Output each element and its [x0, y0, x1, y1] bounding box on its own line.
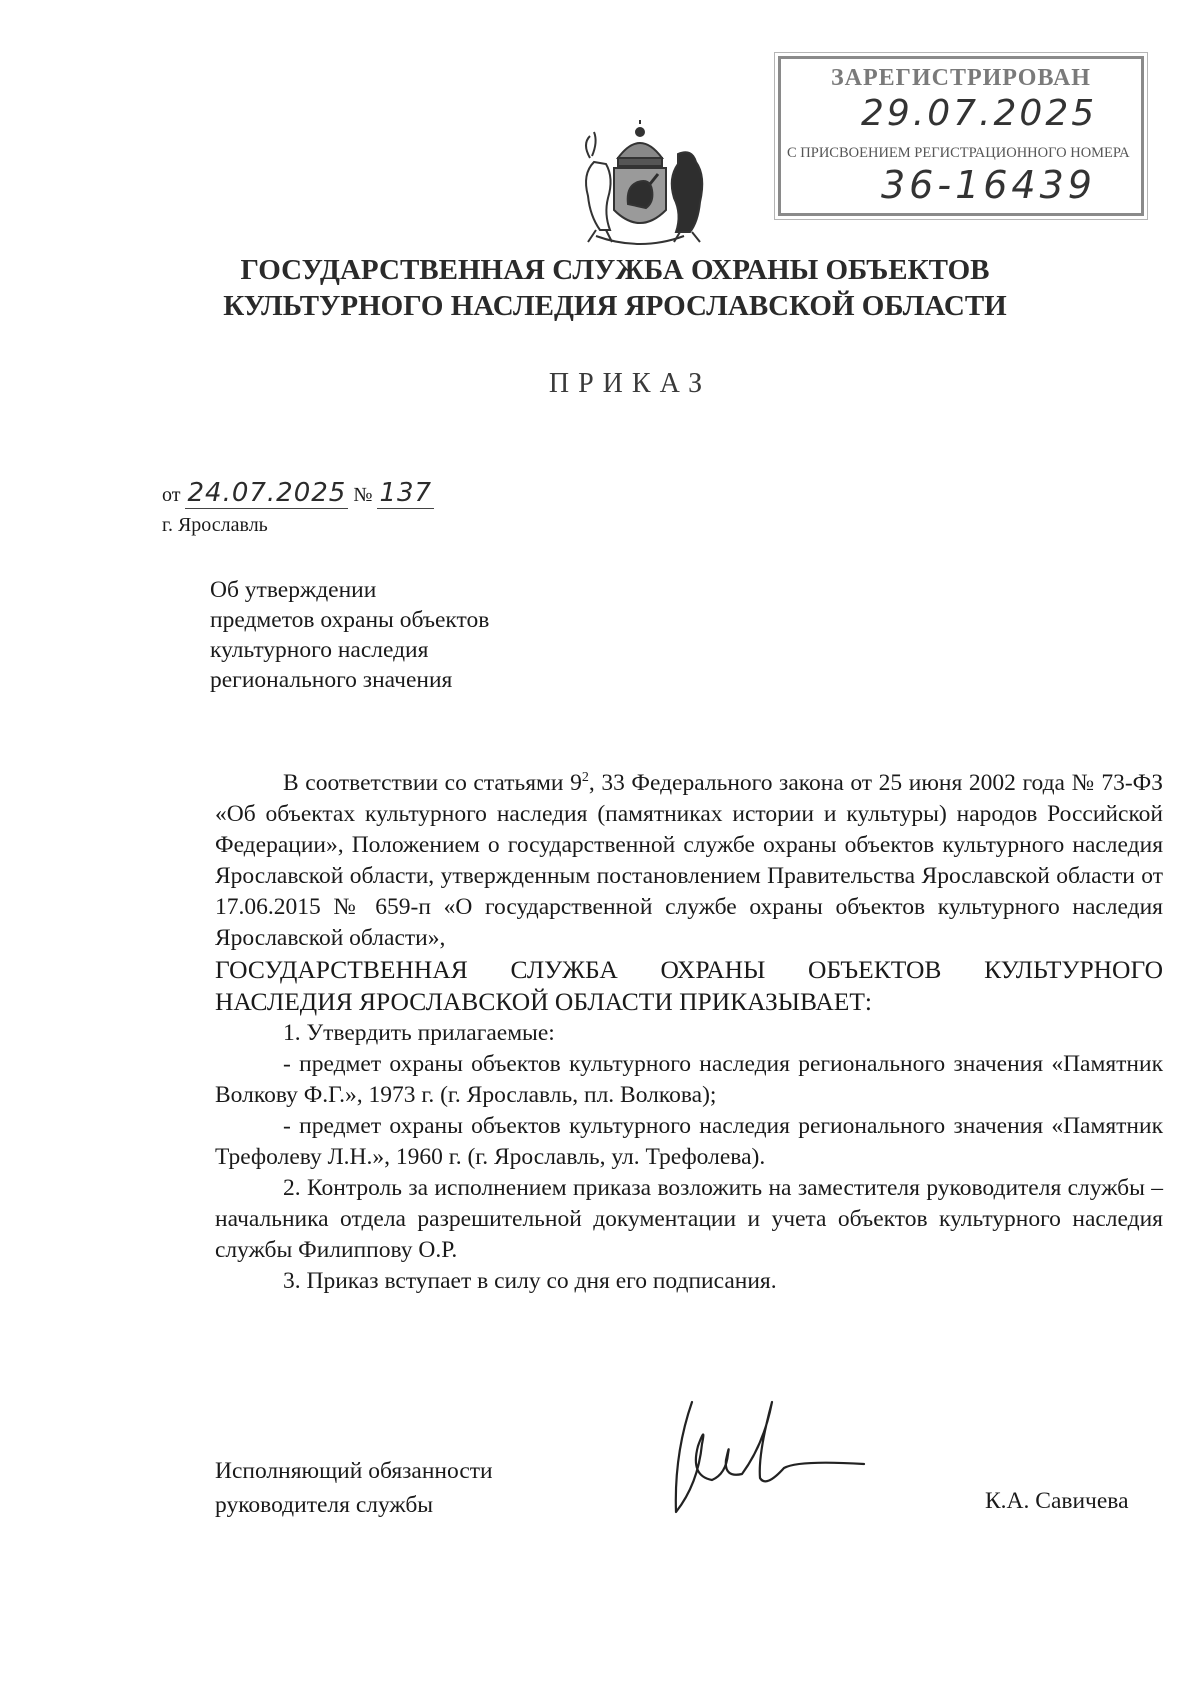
signatory-title: [215, 1454, 493, 1522]
stamp-date: 29.07.2025: [861, 93, 1098, 134]
signatory-name: К.А. Савичева: [985, 1488, 1129, 1514]
item-2: 2. Контроль за исполнением приказа возложить на заместителя руководителя службы – начальника отдела разрешительной документации и учета объектов культурного наследия службы Филиппову О.Р.: [215, 1174, 1163, 1263]
stamp-caption: С ПРИСВОЕНИЕМ РЕГИСТРАЦИОННОГО НОМЕРА: [787, 145, 1130, 161]
subject-line: предметов охраны объектов: [210, 607, 490, 633]
number-label: №: [353, 484, 373, 506]
preamble-paragraph: [215, 762, 1163, 954]
item-1: 1. Утвердить прилагаемые:: [283, 1019, 555, 1046]
city: г. Ярославль: [162, 514, 268, 536]
stamp-number: 36-16439: [881, 163, 1096, 207]
subject-line: культурного наследия: [210, 637, 429, 663]
order-body: [215, 762, 1163, 1297]
organization-title-line-1: ГОСУДАРСТВЕННАЯ СЛУЖБА ОХРАНЫ ОБЪЕКТОВ: [240, 254, 990, 286]
preamble-start: В соответствии со статьями 9: [283, 769, 582, 796]
subject-line: регионального значения: [210, 667, 453, 693]
signatory-title-line-2: руководителя службы: [215, 1492, 434, 1518]
handwritten-signature: [668, 1384, 868, 1524]
item-1-b: - предмет охраны объектов культурного наследия регионального значения «Памятник Трефолеву Л.Н.», 1960 г. (г. Ярославль, ул. Трефолева).: [215, 1112, 1163, 1170]
coat-of-arms-icon: [560, 118, 720, 248]
stamp-title: ЗАРЕГИСТРИРОВАН: [831, 65, 1091, 91]
order-date: 24.07.2025: [187, 478, 347, 508]
subject-line: Об утверждении: [210, 577, 377, 603]
order-number: 137: [379, 478, 433, 508]
order-declaration-line-1: ГОСУДАРСТВЕННАЯ СЛУЖБА ОХРАНЫ ОБЪЕКТОВ КУЛЬТУРНОГО: [215, 954, 1163, 984]
preamble-superscript: 2: [581, 770, 589, 785]
organization-title-line-2: КУЛЬТУРНОГО НАСЛЕДИЯ ЯРОСЛАВСКОЙ ОБЛАСТИ: [223, 290, 1007, 322]
registration-stamp: [778, 56, 1144, 216]
organization-title: [150, 252, 1080, 324]
preamble-rest: , 33 Федерального закона от 25 июня 2002 года № 73-ФЗ «Об объектах культурного наследия (памятниках истории и культуры) народов Российской Федерации», Положением о государственной службе охраны объектов культурного наследия Ярославской области, утвержденным постановлением Правительства Ярославской области от 17.06.2015 № 659-п «О государственной службе охраны объектов культурного наследия Ярославской области»,: [215, 769, 1163, 951]
signatory-title-line-1: Исполняющий обязанности: [215, 1458, 493, 1484]
date-number-line: [162, 478, 434, 508]
document-kind: ПРИКАЗ: [548, 368, 712, 399]
item-1-a: - предмет охраны объектов культурного наследия регионального значения «Памятник Волкову Ф.Г.», 1973 г. (г. Ярославль, пл. Волкова);: [215, 1050, 1163, 1108]
item-3: 3. Приказ вступает в силу со дня его подписания.: [283, 1267, 777, 1294]
order-declaration-line-2: НАСЛЕДИЯ ЯРОСЛАВСКОЙ ОБЛАСТИ ПРИКАЗЫВАЕТ:: [215, 986, 873, 1016]
order-subject: [210, 575, 489, 695]
from-label: от: [162, 484, 181, 506]
